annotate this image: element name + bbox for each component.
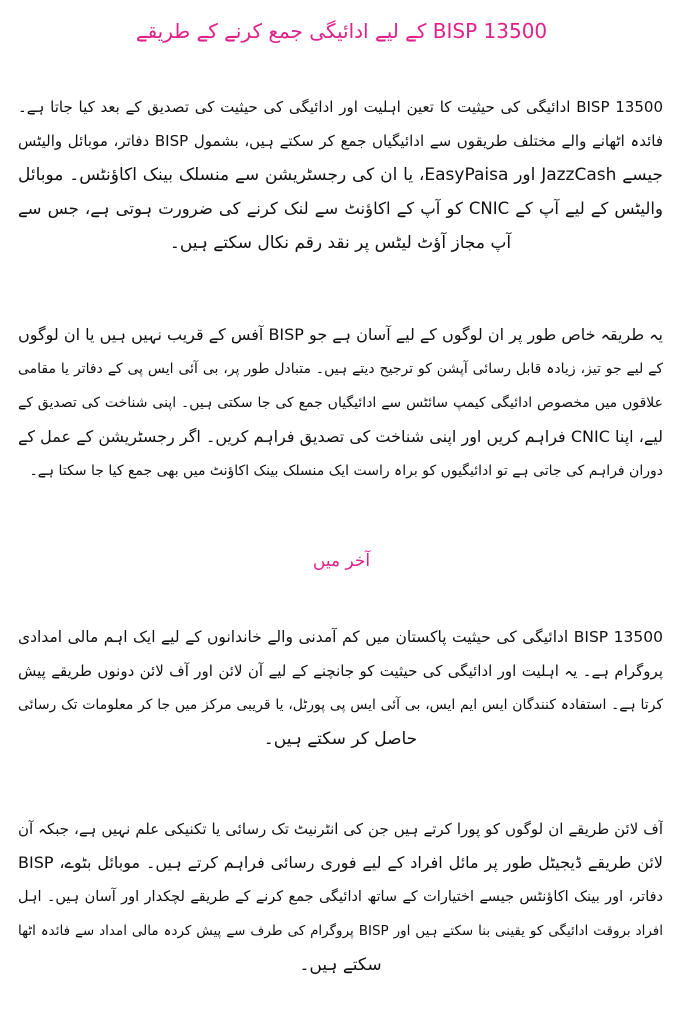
paragraph-line: کرتا ہے۔ استفادہ کنندگان ایس ایم ایس، بی آئی ایس پی پورٹل، یا قریبی مرکز میں جا کر معلومات تک رسائی bbox=[18, 697, 663, 713]
paragraph-line: لائن طریقے ڈیجیٹل طور پر مائل افراد کے لیے فوری رسائی فراہم کرتے ہیں۔ موبائل بٹوے، BISP bbox=[18, 853, 663, 872]
paragraph-line: کے لیے جو تیز، زیادہ قابل رسائی آپشن کو ترجیح دیتے ہیں۔ متبادل طور پر، بی آئی ایس پی کے دفاتر یا مقامی bbox=[18, 361, 663, 377]
paragraph-line: یہ طریقہ خاص طور پر ان لوگوں کے لیے آسان ہے جو BISP آفس کے قریب نہیں ہیں یا ان لوگوں bbox=[18, 325, 663, 344]
paragraph-line: علاقوں میں مخصوص ادائیگی کیمپ سائٹس سے ادائیگیاں جمع کی جا سکتی ہیں۔ اپنی شناخت کی تصدیق کے bbox=[18, 395, 663, 411]
paragraph-line: جیسے JazzCash اور EasyPaisa، یا ان کی رجسٹریشن سے منسلک بینک اکاؤنٹس۔ موبائل bbox=[18, 165, 663, 185]
conclusion-paragraph-1 bbox=[18, 620, 663, 756]
paragraph-line: آف لائن طریقے ان لوگوں کو پورا کرتے ہیں جن کی انٹرنیٹ تک رسائی یا تکنیکی علم نہیں ہے، جبکہ آن bbox=[18, 820, 663, 838]
paragraph-line: والیٹس کے لیے آپ کے CNIC کو آپ کے اکاؤنٹ سے لنک کرنے کی ضرورت ہوتی ہے، جس سے bbox=[18, 199, 663, 218]
paragraph-line: پروگرام ہے۔ یہ اہلیت اور ادائیگی کی حیثیت کو جانچنے کے لیے آن لائن اور آف لائن دونوں طریقے پیش bbox=[18, 662, 663, 680]
paragraph-line: دوران فراہم کی جاتی ہے تو ادائیگیوں کو براہ راست ایک منسلک بینک اکاؤنٹ میں بھی جمع کیا جا سکتا ہے۔ bbox=[29, 463, 663, 479]
paragraph-line: دفاتر، اور بینک اکاؤنٹس جیسے اختیارات کے ساتھ ادائیگی جمع کرنے کے طریقے لچکدار اور آسان ہیں۔ اہل bbox=[18, 889, 663, 905]
paragraph-line: فائدہ اٹھانے والے مختلف طریقوں سے ادائیگیاں جمع کر سکتے ہیں، بشمول BISP دفاتر، موبائل والیٹس bbox=[18, 132, 663, 150]
article-title: BISP 13500 کے لیے ادائیگی جمع کرنے کے طریقے bbox=[135, 19, 548, 43]
paragraph-line: BISP 13500 ادائیگی کی حیثیت پاکستان میں کم آمدنی والے خاندانوں کے لیے ایک اہم مالی امدادی bbox=[18, 628, 663, 646]
paragraph-1 bbox=[18, 90, 663, 260]
paragraph-line: حاصل کر سکتے ہیں۔ bbox=[263, 729, 418, 749]
paragraph-2 bbox=[18, 318, 663, 488]
paragraph-line: سکتے ہیں۔ bbox=[299, 955, 382, 975]
paragraph-line: لیے، اپنا CNIC فراہم کریں اور اپنی شناخت کی تصدیق فراہم کریں۔ اگر رجسٹریشن کے عمل کے bbox=[18, 427, 663, 446]
paragraph-line: آپ مجاز آؤٹ لیٹس پر نقد رقم نکال سکتے ہیں۔ bbox=[169, 233, 512, 253]
paragraph-line: افراد بروقت ادائیگی کو یقینی بنا سکتے ہیں اور BISP پروگرام کی طرف سے پیش کردہ مالی امداد سے فائدہ اٹھا bbox=[18, 923, 663, 939]
conclusion-heading: آخر میں bbox=[312, 551, 371, 571]
conclusion-paragraph-2 bbox=[18, 812, 663, 982]
paragraph-line: BISP 13500 ادائیگی کی حیثیت کا تعین اہلیت اور ادائیگی کی حیثیت کی تصدیق کے بعد کیا جاتا ہے۔ bbox=[18, 98, 663, 116]
